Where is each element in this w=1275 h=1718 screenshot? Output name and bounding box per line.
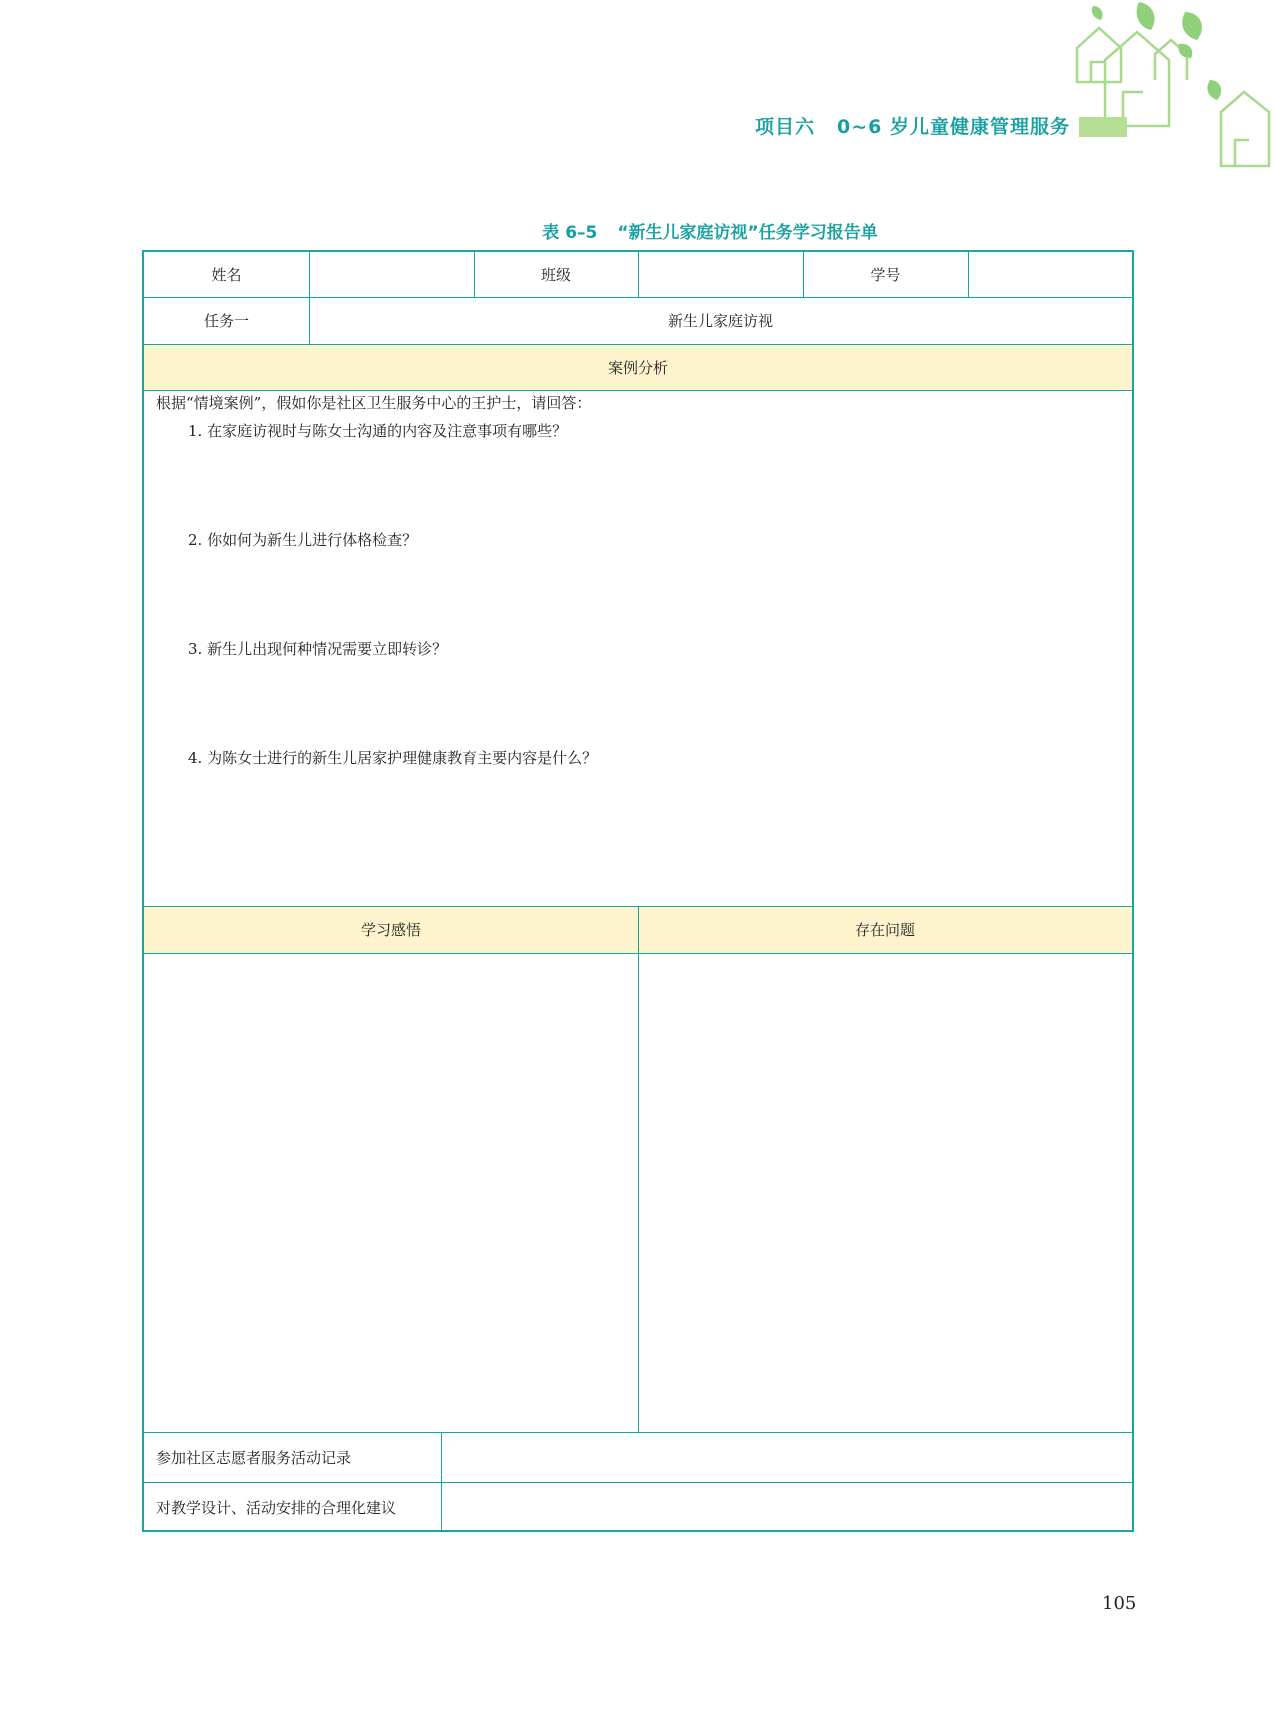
house-leaf-decoration xyxy=(1035,0,1275,180)
row-divider xyxy=(144,390,1132,391)
task-label: 任务一 xyxy=(203,312,249,330)
chapter-project: 项目六 xyxy=(755,116,816,138)
volunteer-record-label: 参加社区志愿者服务活动记录 xyxy=(156,1448,352,1467)
page-number: 105 xyxy=(1102,1593,1137,1614)
table-number: 表 6–5 xyxy=(542,223,598,243)
problem-header: 存在问题 xyxy=(854,921,915,939)
suggestion-field[interactable] xyxy=(441,1482,1132,1532)
report-form xyxy=(142,250,1134,1532)
chapter-header xyxy=(755,112,1070,139)
insight-header: 学习感悟 xyxy=(360,921,421,939)
suggestion-label: 对教学设计、活动安排的合理化建议 xyxy=(156,1498,397,1517)
name-field[interactable] xyxy=(309,252,474,297)
case-analysis-header: 案例分析 xyxy=(607,358,668,377)
question-2: 2. 你如何为新生儿进行体格检查？ xyxy=(188,531,418,549)
student-id-field[interactable] xyxy=(968,252,1132,297)
table-title: “新生儿家庭访视”任务学习报告单 xyxy=(617,223,878,243)
task-value: 新生儿家庭访视 xyxy=(667,312,773,330)
problem-area[interactable] xyxy=(638,953,1132,1432)
table-caption xyxy=(142,218,1275,243)
header-accent-bar xyxy=(1079,117,1127,137)
question-4: 4. 为陈女士进行的新生儿居家护理健康教育主要内容是什么？ xyxy=(188,749,598,767)
class-label: 班级 xyxy=(540,266,571,284)
name-label: 姓名 xyxy=(211,266,242,284)
question-1: 1. 在家庭访视时与陈女士沟通的内容及注意事项有哪些？ xyxy=(188,422,568,440)
volunteer-record-field[interactable] xyxy=(441,1432,1132,1482)
chapter-title: 0~6 岁儿童健康管理服务 xyxy=(837,116,1070,138)
insight-area[interactable] xyxy=(144,953,638,1432)
case-intro: 根据“情境案例”，假如你是社区卫生服务中心的王护士，请回答： xyxy=(156,394,592,412)
question-3: 3. 新生儿出现何种情况需要立即转诊？ xyxy=(188,640,448,658)
class-field[interactable] xyxy=(638,252,803,297)
student-id-label: 学号 xyxy=(870,266,901,284)
